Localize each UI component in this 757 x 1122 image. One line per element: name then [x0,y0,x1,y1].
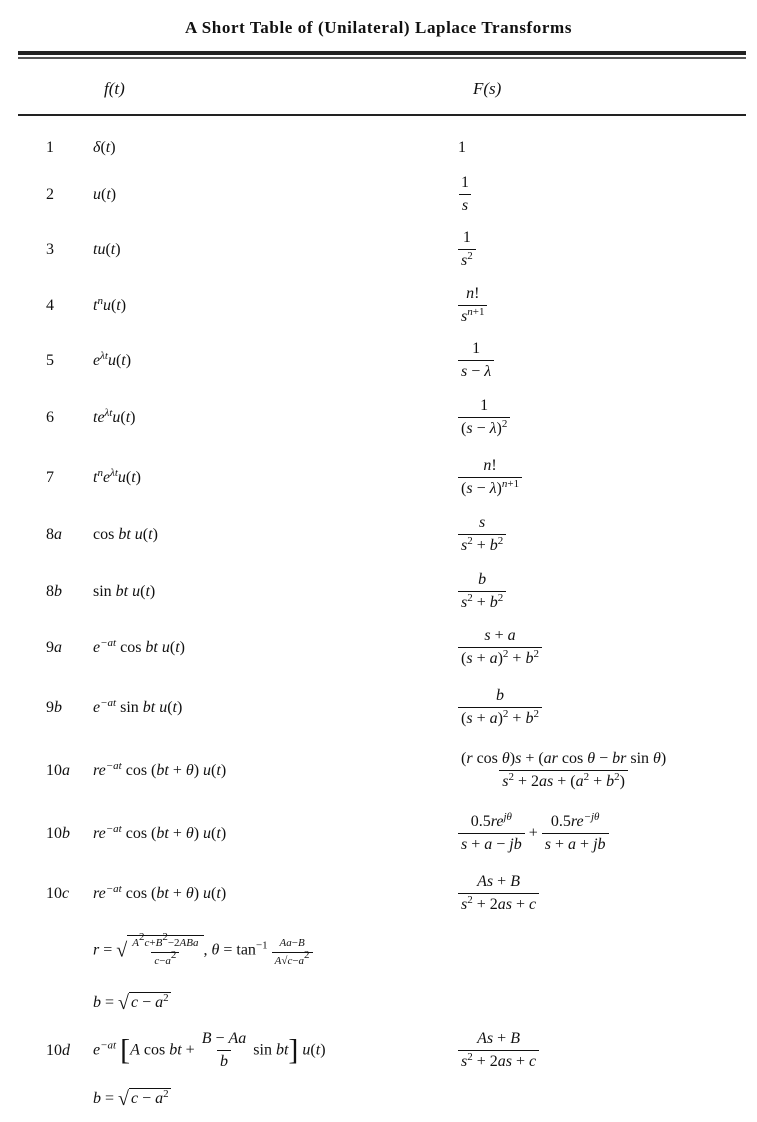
row-number: 5 [46,352,54,369]
row-number: 7 [46,469,54,486]
row-Fs: $\frac{As + B}{s^2 + 2as + c}$ [458,1030,539,1072]
row-number: 6 [46,409,54,426]
row-number: 9b [46,699,62,716]
top-rule [18,51,746,55]
row-number: 8b [46,583,62,600]
row-ft: $e^{-at}$ sin bt u(t) [93,697,183,716]
row-number: 10b [46,825,70,842]
row-number: 3 [46,241,54,258]
row-ft: $t^ne^{\lambda t}u(t)$ [93,467,141,486]
row-Fs: $\frac{\text{(r cos θ)s + (ar cos θ − br sin θ)}}{s^2 + 2as + (a^2 + b^2)}$ [461,750,667,791]
row-ft: $te^{\lambda t}u(t)$ [93,407,136,426]
page-title: A Short Table of (Unilateral) Laplace Transforms [184,18,573,37]
row-ft: $e^{-at}$ cos bt u(t) [93,637,185,656]
row-Fs: $\frac{s + a}{(s + a)^2 + b^2}$ [458,627,542,669]
header-rule [18,114,746,116]
row-Fs: 1 [458,139,466,156]
row-ft: $re^{-at}$ cos (bt + θ) u(t) [93,823,227,842]
row-ft: $re^{-at}$ cos (bt + θ) u(t) [93,760,227,779]
row-number: 2 [46,186,54,203]
row-ft: $re^{-at}$ cos (bt + θ) u(t) [93,883,227,902]
top-rule-thin [18,57,746,59]
row-number: 10c [46,885,70,902]
row-Fs: $\frac{1}{s}$ [458,174,472,216]
row-number: 4 [46,297,54,314]
row-Fs: $\frac{b}{(s + a)^2 + b^2}$ [458,687,542,729]
header-ft: f(t) [104,79,125,98]
row-Fs: $\frac{b}{s^2 + b^2}$ [458,571,506,613]
row-ft: cos bt u(t) [93,526,158,543]
row-ft: u(t) [93,186,117,203]
row-ft: $e^{-at}$ [A cos bt + $\frac{B - Aa}{b}$ sin bt] u(t) [93,1030,326,1071]
row-Fs: $\frac{n!}{s^{n+1}}$ [458,285,487,327]
row-number: 10d [46,1042,70,1059]
row-number: 9a [46,639,62,656]
row-Fs: $\frac{1}{s^2}$ [458,229,476,271]
row-10c-b: b = √ $c - a^2$ [93,992,169,1014]
row-number: 1 [46,139,54,156]
row-Fs: $\frac{0.5re^{j\theta}}{s + a - jb}$ + $\frac{0.5re^{-j\theta}}{s + a + jb}$ [458,813,609,855]
row-ft: tu(t) [93,241,121,258]
row-Fs: $\frac{As + B}{s^2 + 2as + c}$ [458,873,539,915]
header-Fs: F(s) [473,79,502,98]
row-Fs: $\frac{1}{s - \lambda}$ [458,340,494,382]
row-number: 8a [46,526,62,543]
row-ft: $e^{\lambda t}u(t)$ [93,350,132,369]
row-10d-b: b = √ $c - a^2$ [93,1088,169,1110]
row-ft: sin bt u(t) [93,583,156,600]
row-10c-r-theta: r = √ $\frac{A^2c+B^2-2ABa}{c-a^2}$ , $\theta = \tan^{-1}$ $\frac{Aa-B}{A√c-a^2}$ [93,935,313,967]
row-Fs: $\frac{n!}{(s - \lambda)^{n+1}}$ [458,457,522,499]
row-number: 10a [46,762,70,779]
row-ft: δ(t) [93,139,116,156]
row-Fs: $\frac{s}{s^2 + b^2}$ [458,514,506,556]
row-Fs: $\frac{1}{(s - \lambda)^2}$ [458,397,510,439]
row-ft: $t^nu(t)$ [93,295,127,314]
